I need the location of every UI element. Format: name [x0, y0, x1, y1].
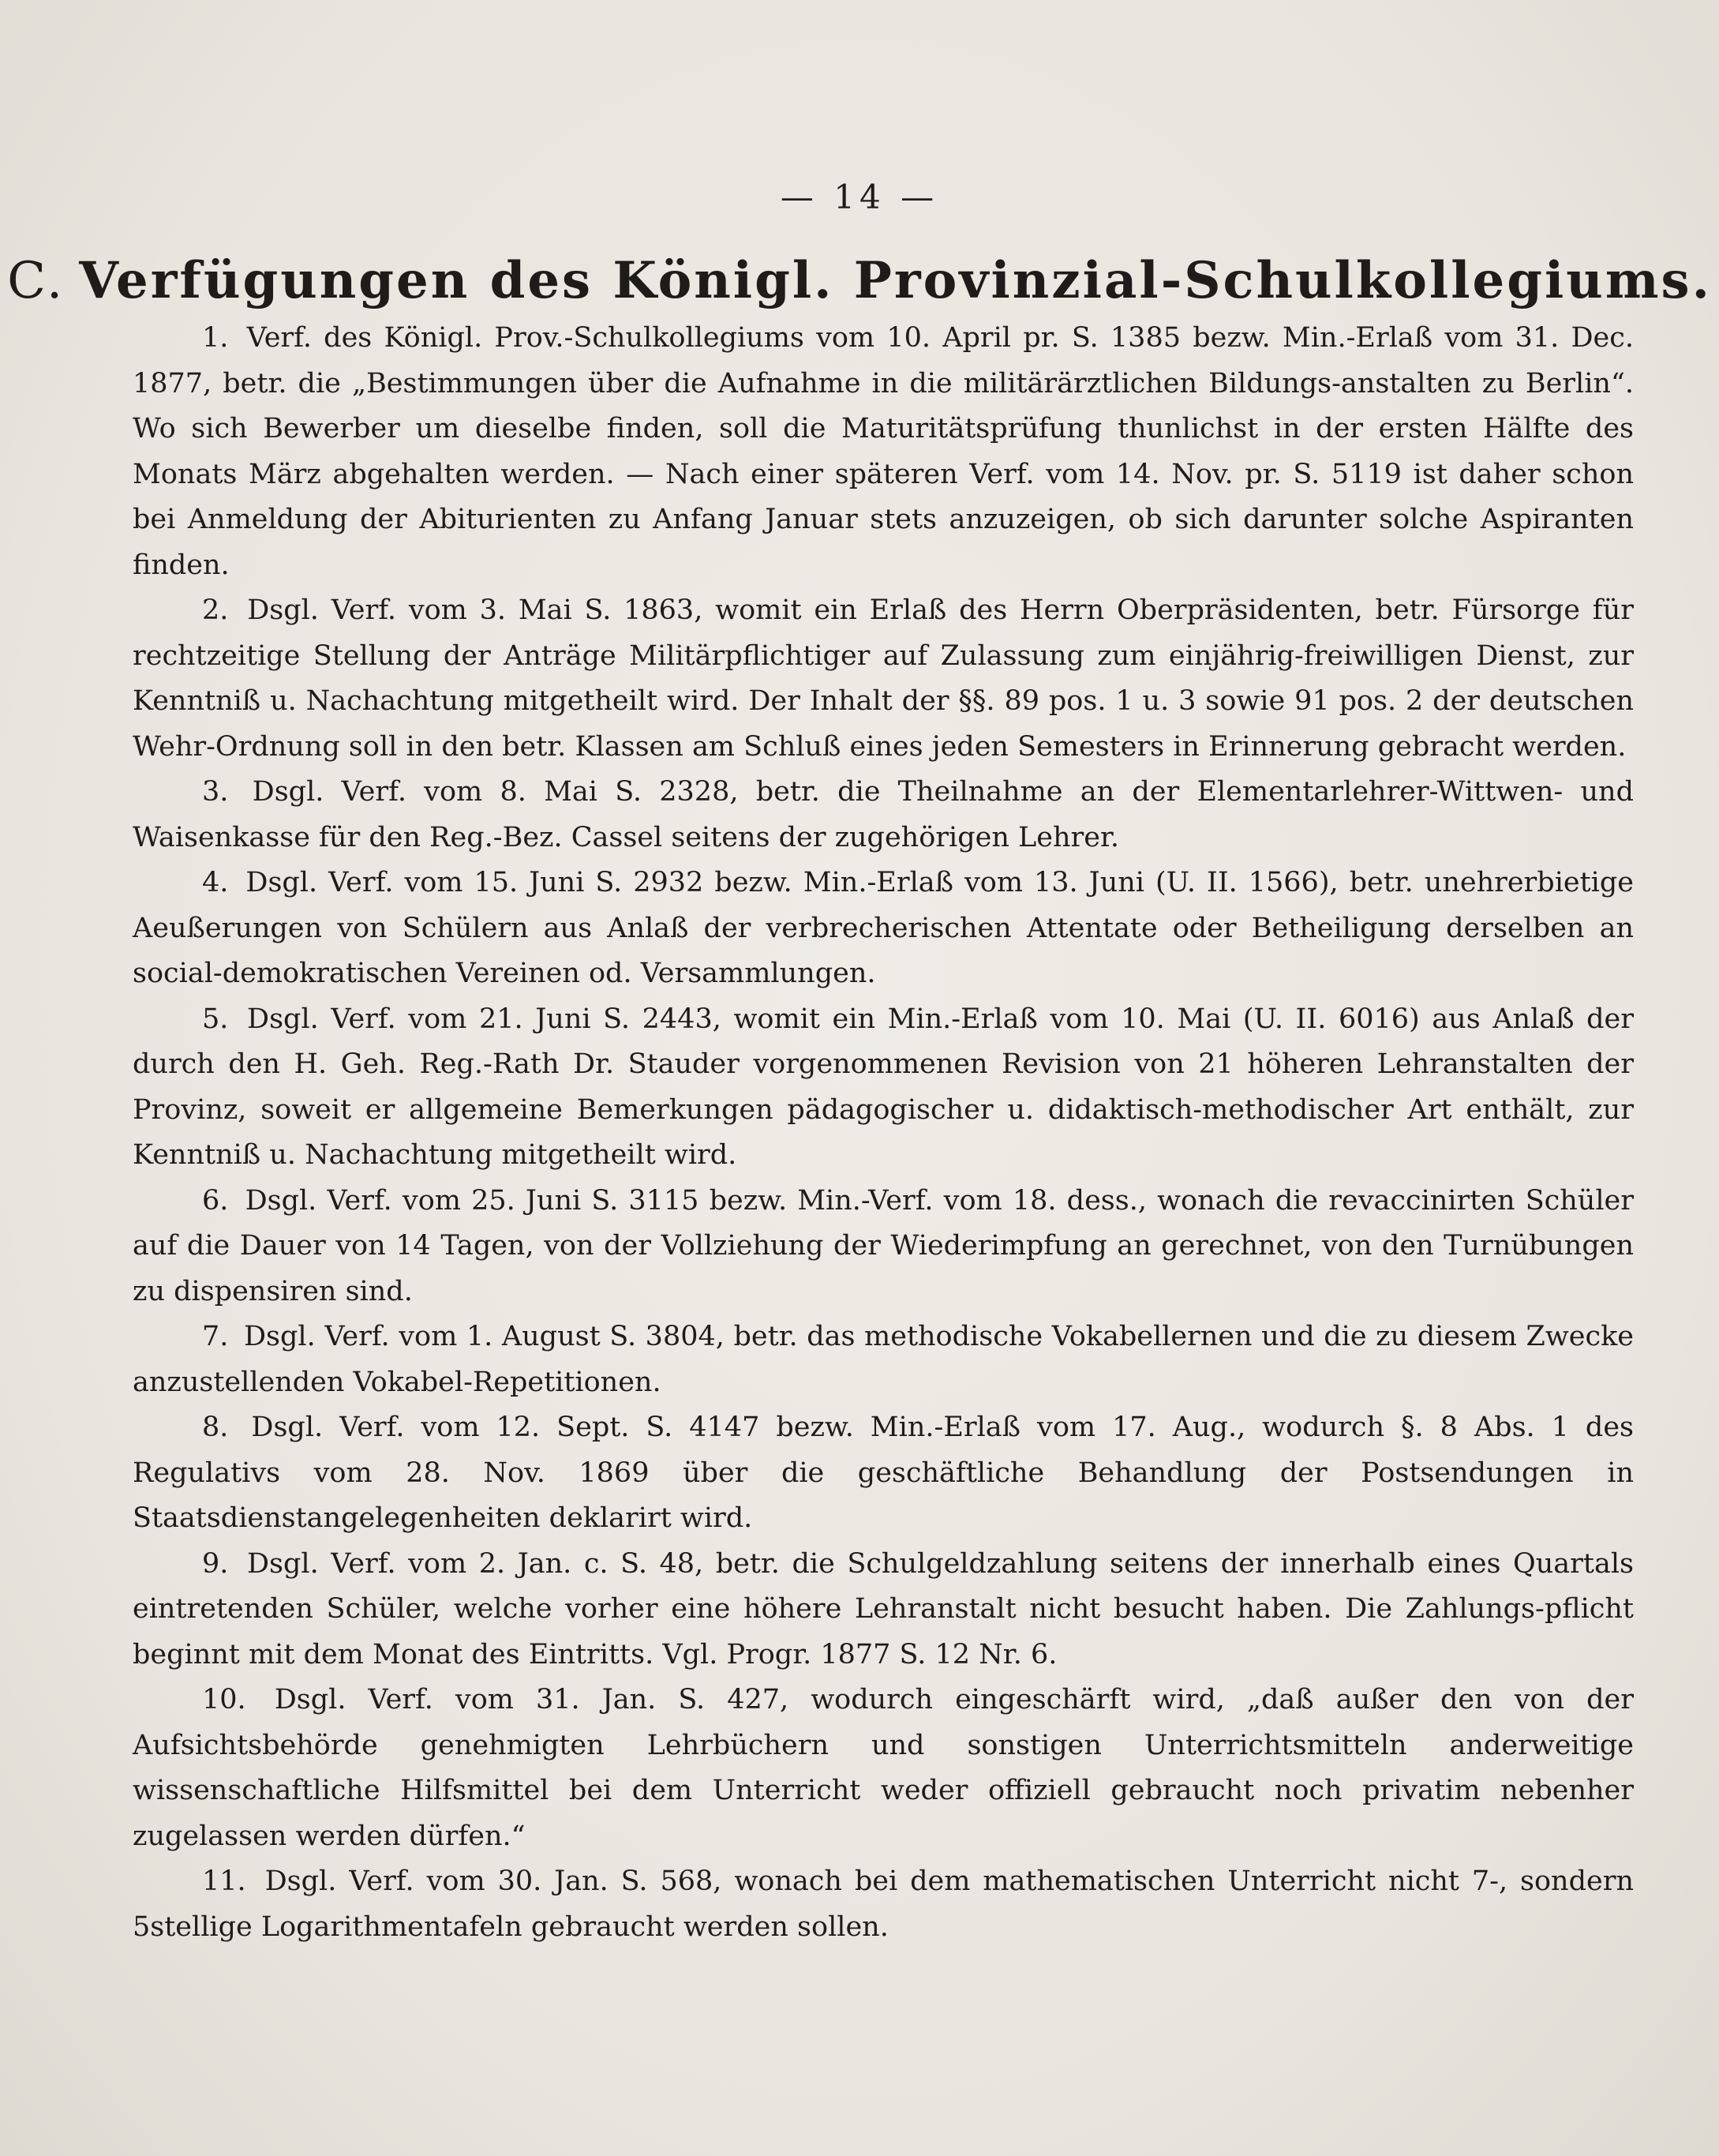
entry-10 — [133, 1678, 1634, 1859]
entry-text: Dsgl. Verf. vom 3. Mai S. 1863, womit ein Erlaß des Herrn Oberpräsidenten, betr. Fürsorge für rechtzeitige Stellung der Anträge Militärpflichtiger auf Zulassung zum einjährig-freiwilligen Dienst, zur Kenntniß u. Nachachtung mitgetheilt wird. Der Inhalt der §§. 89 pos. 1 u. 3 sowie 91 pos. 2 der deutschen Wehr-Ordnung soll in den betr. Klassen am Schluß eines jeden Semesters in Erinnerung gebracht werden. — [133, 594, 1634, 763]
entry-number: 5. — [202, 1003, 229, 1035]
entries-list — [133, 316, 1634, 1950]
entry-5 — [133, 997, 1634, 1179]
entry-number: 9. — [202, 1547, 229, 1580]
entry-4 — [133, 861, 1634, 997]
entry-1 — [133, 316, 1634, 588]
entry-text: Dsgl. Verf. vom 2. Jan. c. S. 48, betr. die Schulgeldzahlung seitens der innerhalb eines Quartals eintretenden Schüler, welche vorher eine höhere Lehranstalt nicht besucht haben. Die Zahlungs-pflicht beginnt mit dem Monat des Eintritts. Vgl. Progr. 1877 S. 12 Nr. 6. — [133, 1547, 1634, 1670]
entry-11 — [133, 1859, 1634, 1950]
entry-text: Dsgl. Verf. vom 21. Juni S. 2443, womit ein Min.-Erlaß vom 10. Mai (U. II. 6016) aus Anlaß der durch den H. Geh. Reg.-Rath Dr. Stauder vorgenommenen Revision von 21 höheren Lehranstalten der Provinz, soweit er allgemeine Bemerkungen pädagogischer u. didaktisch-methodischer Art enthält, zur Kenntniß u. Nachachtung mitgetheilt wird. — [133, 1003, 1634, 1171]
entry-text: Dsgl. Verf. vom 1. August S. 3804, betr. das methodische Vokabellernen und die zu diesem Zwecke anzustellenden Vokabel-Repetitionen. — [133, 1321, 1634, 1398]
entry-6 — [133, 1179, 1634, 1315]
entry-text: Dsgl. Verf. vom 15. Juni S. 2932 bezw. Min.-Erlaß vom 13. Juni (U. II. 1566), betr. unehrerbietige Aeußerungen von Schülern aus Anlaß der verbrecherischen Attentate oder Betheiligung derselben an social-demokratischen Vereinen od. Versammlungen. — [133, 867, 1634, 989]
entry-text: Dsgl. Verf. vom 25. Juni S. 3115 bezw. Min.-Verf. vom 18. dess., wonach die revaccinirten Schüler auf die Dauer von 14 Tagen, von der Vollziehung der Wiederimpfung an gerechnet, von den Turnübungen zu dispensiren sind. — [133, 1184, 1634, 1307]
entry-8 — [133, 1405, 1634, 1542]
section-letter: C. — [7, 252, 66, 310]
entry-number: 8. — [202, 1412, 229, 1443]
entry-3 — [133, 770, 1634, 861]
entry-number: 2. — [202, 594, 229, 626]
entry-7 — [133, 1314, 1634, 1405]
entry-number: 4. — [202, 867, 229, 898]
entry-2 — [133, 588, 1634, 770]
entry-text: Dsgl. Verf. vom 30. Jan. S. 568, wonach bei dem mathematischen Unterricht nicht 7-, sondern 5stellige Logarithmentafeln gebraucht werden sollen. — [133, 1865, 1634, 1943]
entry-number: 1. — [202, 322, 229, 354]
entry-text: Verf. des Königl. Prov.-Schulkollegiums vom 10. April pr. S. 1385 bezw. Min.-Erlaß vom 31. Dec. 1877, betr. die „Bestimmungen über die Aufnahme in die militärärztlichen Bildungs-anstalten zu Berlin“. Wo sich Bewerber um dieselbe finden, soll die Maturitätsprüfung thunlichst in der ersten Hälfte des Monats März abgehalten werden. — Nach einer späteren Verf. vom 14. Nov. pr. S. 5119 ist daher schon bei Anmeldung der Abiturienten zu Anfang Januar stets anzuzeigen, ob sich darunter solche Aspiranten finden. — [133, 322, 1634, 581]
entry-9 — [133, 1542, 1634, 1678]
section-heading — [0, 251, 1719, 310]
entry-number: 3. — [202, 776, 229, 808]
page-number: — 14 — — [780, 178, 939, 216]
entry-number: 11. — [202, 1865, 246, 1897]
entry-number: 7. — [202, 1321, 229, 1352]
entry-number: 6. — [202, 1184, 229, 1217]
section-title: Verfügungen des Königl. Provinzial-Schulkollegiums. — [79, 251, 1712, 310]
entry-text: Dsgl. Verf. vom 12. Sept. S. 4147 bezw. Min.-Erlaß vom 17. Aug., wodurch §. 8 Abs. 1 des Regulativs vom 28. Nov. 1869 über die geschäftliche Behandlung der Postsendungen in Staatsdienstangelegenheiten deklarirt wird. — [133, 1412, 1634, 1534]
entry-number: 10. — [202, 1684, 246, 1715]
entry-text: Dsgl. Verf. vom 8. Mai S. 2328, betr. die Theilnahme an der Elementarlehrer-Wittwen- und Waisenkasse für den Reg.-Bez. Cassel seitens der zugehörigen Lehrer. — [133, 776, 1634, 853]
entry-text: Dsgl. Verf. vom 31. Jan. S. 427, wodurch eingeschärft wird, „daß außer den von der Aufsichtsbehörde genehmigten Lehrbüchern und sonstigen Unterrichtsmitteln anderweitige wissenschaftliche Hilfsmittel bei dem Unterricht weder offiziell gebraucht noch privatim nebenher zugelassen werden dürfen.“ — [133, 1684, 1634, 1852]
